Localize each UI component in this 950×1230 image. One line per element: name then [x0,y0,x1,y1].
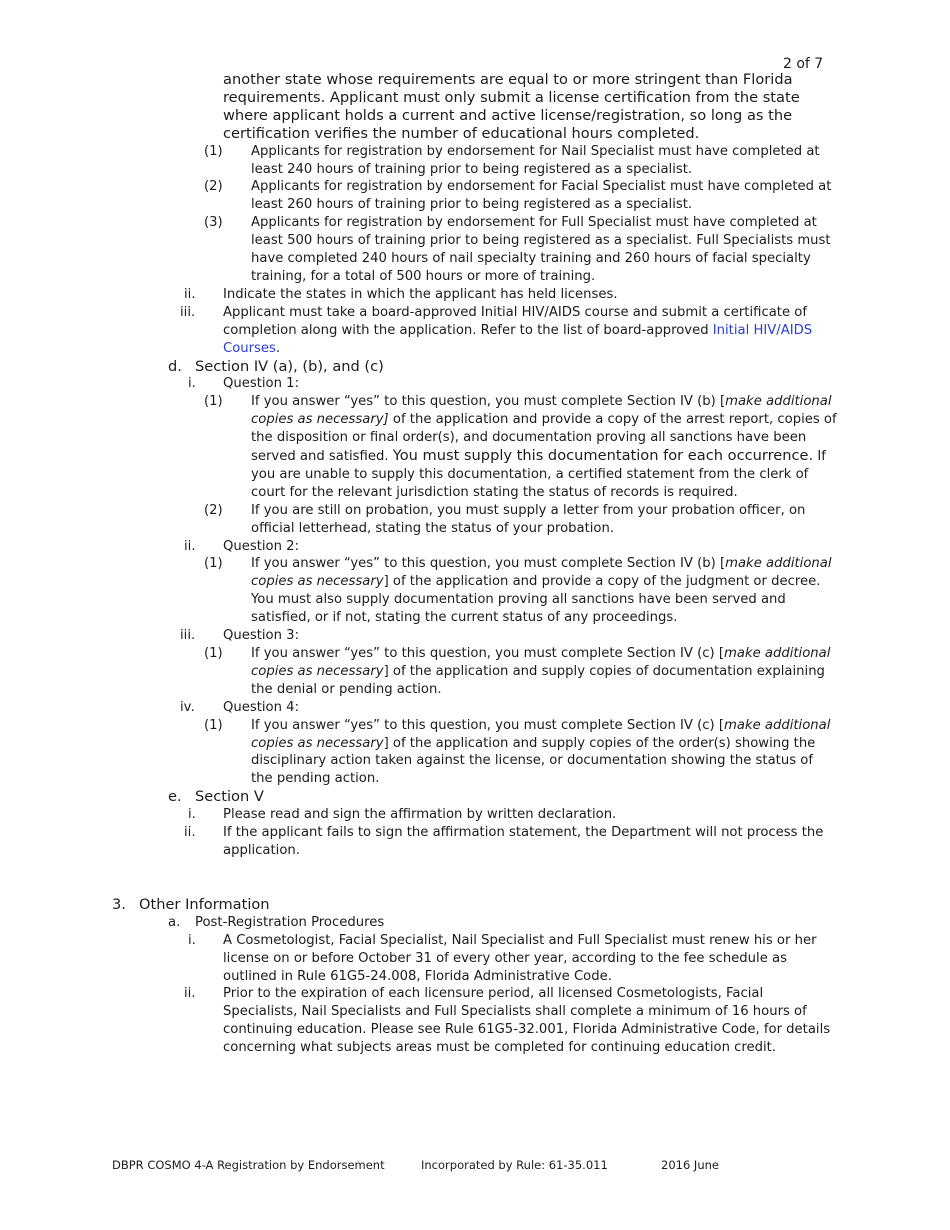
list-marker: (1) [204,646,223,661]
section-3-heading: 3. Other Information [112,895,270,913]
list-marker: iii. [180,304,196,320]
question-3-item-1: (1) If you answer “yes” to this question, you must complete Section IV (c) [make additional copies as necessary] of the application and supply copies of documentation explaining the denial or pending action. [204,646,831,697]
question-1-label: i. Question 1: [188,376,300,392]
footer-date: 2016 June [661,1158,719,1172]
question-2-item-1: (1) If you answer “yes” to this question, you must complete Section IV (b) [make additional copies as necessary] of the application and provide a copy of the judgment or decree. You must also supply documentation proving all sanctions have been served and satisfied, or if not, stating the current status of any proceedings. [204,556,832,626]
question-2-label: ii. Question 2: [184,538,300,554]
section-d-heading: d. Section IV (a), (b), and (c) [168,357,384,375]
question-4-item-1: (1) If you answer “yes” to this question, you must complete Section IV (c) [make additional copies as necessary] of the application and supply copies of the order(s) showing the disciplinary action taken against the license, or documentation showing the status of the pending action. [204,717,831,787]
list-marker: (1) [204,394,223,410]
renewal-item: i. A Cosmetologist, Facial Specialist, Nail Specialist and Full Specialist must renew his or her license on or before October 31 of every other year, according to the fee schedule as outlined in Rule 61G5-24.008, Florida Administrative Code. [188,932,817,984]
list-marker: i. [188,932,196,948]
question-1-item-1: (1) If you answer “yes” to this question, you must complete Section IV (b) [make additional copies as necessary] of the application and provide a copy of the arrest report, copies of the disposition or final order(s), and documentation proving all sanctions have been served and satisfied. You must supply this documentation for each occurrence. If you are unable to supply this documentation, a certified statement from the clerk of court for the relevant jurisdiction stating the status of records is required. [204,394,837,500]
list-marker: d. [168,357,182,375]
footer-rule: Incorporated by Rule: 61-35.011 [421,1158,608,1172]
list-marker: (3) [204,215,223,231]
list-marker: ii. [184,825,196,841]
list-marker: i. [188,376,196,392]
list-marker: ii. [184,538,196,554]
list-marker: iv. [180,699,195,715]
intro-paragraph: another state whose requirements are equal to or more stringent than Florida requirements. Applicant must only submit a license certification from the state where applicant holds a current and active license/registration, so long as the certification verifies the number of educational hours completed. [223,71,800,142]
document-body [0,71,950,1057]
list-marker: (2) [204,502,223,518]
list-marker: e. [168,788,182,806]
list-marker: ii. [184,286,196,302]
question-4-label: iv. Question 4: [180,699,300,715]
list-marker: (2) [204,179,223,195]
list-marker: iii. [180,628,196,644]
list-marker: i. [188,807,196,823]
list-marker: 3. [112,895,126,913]
states-item: ii. Indicate the states in which the applicant has held licenses. [184,286,618,302]
footer-form-name: DBPR COSMO 4-A Registration by Endorsement [112,1158,385,1172]
full-specialist-item: (3) Applicants for registration by endorsement for Full Specialist must have completed at least 500 hours of training prior to being registered as a specialist. Full Specialists must have completed 240 hours of nail specialty training and 260 hours of facial specialty training, for a total of 500 hours or more of training. [204,215,831,284]
question-1-item-2: (2) If you are still on probation, you must supply a letter from your probation officer, on official letterhead, stating the status of your probation. [204,502,806,536]
hiv-aids-courses-link[interactable]: Initial HIV/AIDS Courses [223,322,813,356]
nail-specialist-item: (1) Applicants for registration by endorsement for Nail Specialist must have completed at least 240 hours of training prior to being registered as a specialist. [204,143,820,177]
list-marker: (1) [204,143,223,159]
list-marker: a. [168,914,181,930]
list-marker: (1) [204,717,223,733]
page-number: 2 of 7 [783,56,824,72]
section-e-item-i: i. Please read and sign the affirmation by written declaration. [188,807,617,823]
continuing-education-item: ii. Prior to the expiration of each licensure period, all licensed Cosmetologists, Facial Specialists, Nail Specialists and Full Specialists shall complete a minimum of 16 hours of continuing education. Please see Rule 61G5-32.001, Florida Administrative Code, for details concerning what subjects areas must be completed for continuing education credit. [184,986,831,1056]
list-marker: (1) [204,556,223,572]
hiv-course-item: iii. Applicant must take a board-approved Initial HIV/AIDS course and submit a certificate of completion along with the application. Refer to the list of board-approved Initial HIV/AIDS Courses. [180,304,813,356]
post-registration-heading: a. Post-Registration Procedures [168,914,385,930]
question-3-label: iii. Question 3: [180,628,300,644]
facial-specialist-item: (2) Applicants for registration by endorsement for Facial Specialist must have completed at least 260 hours of training prior to being registered as a specialist. [204,179,832,213]
section-e-heading: e. Section V [168,788,264,806]
list-marker: ii. [184,986,196,1002]
section-e-item-ii: ii. If the applicant fails to sign the affirmation statement, the Department will not process the application. [184,825,824,858]
